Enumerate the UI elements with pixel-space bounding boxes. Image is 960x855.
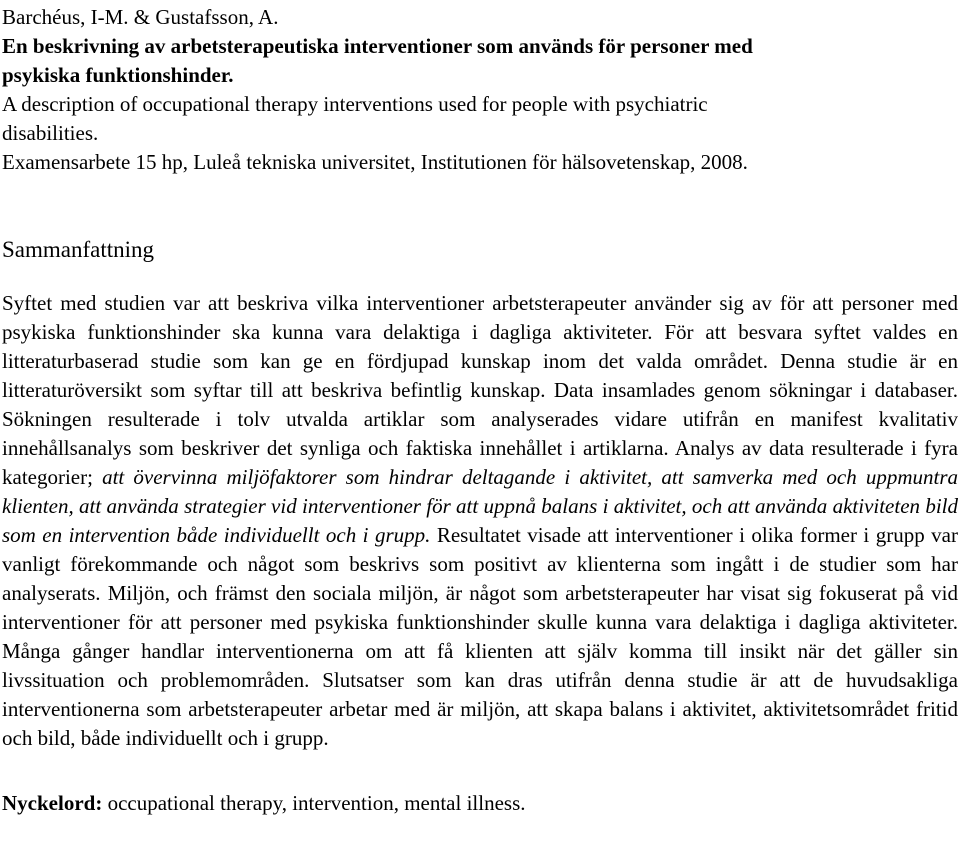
keywords-label: Nyckelord: [2,791,103,815]
thesis-info: Examensarbete 15 hp, Luleå tekniska universitet, Institutionen för hälsovetenskap, 2008. [2,150,748,174]
authors: Barchéus, I-M. & Gustafsson, A. [2,5,279,29]
abstract-text-part-2: Resultatet visade att interventioner i olika former i grupp var vanligt förekommande och något som beskrivs som positivt av klienterna som ingått i de studier som har analyserats. Miljön, och främst den sociala miljön, är något som arbetsterapeuter har visat sig fokuserat på vid interventioner för att personer med psykiska funktionshinder skulle kunna vara delaktiga i dagliga aktiviteter. Många gånger handlar interventionerna om att få klienten att själv komma till insikt när det gäller sin livssituation och problemområden. Slutsatser som kan dras utifrån denna studie är att de huvudsakliga interventionerna som arbetsterapeuter arbetar med är miljön, att skapa balans i aktivitet, aktivitetsområdet fritid och bild, både individuellt och i grupp. [2,523,958,750]
title-swedish-line-2: psykiska funktionshinder. [2,63,234,87]
abstract-categories-italic: att övervinna miljöfaktorer som hindrar deltagande i aktivitet, att samverka med och uppmuntra klienten, att använda strategier vid interventioner för att uppnå balans i aktivitet, och att använda aktiviteten bild som en intervention både individuellt och i grupp. [2,465,959,547]
abstract-text [2,289,958,753]
title-swedish-line-1: En beskrivning av arbetsterapeutiska interventioner som används för personer med [2,34,753,58]
document-header [2,0,958,177]
keywords-value: occupational therapy, intervention, mental illness. [102,791,526,815]
abstract-heading: Sammanfattning [2,237,155,262]
title-english-line-1: A description of occupational therapy interventions used for people with psychiatric [2,92,708,116]
title-english-line-2: disabilities. [2,121,99,145]
abstract-text-part-1: Syftet med studien var att beskriva vilka interventioner arbetsterapeuter använder sig av för att personer med psykiska funktionshinder ska kunna vara delaktiga i dagliga aktiviteter. För att besvara syftet valdes en litteraturbaserad studie som kan ge en fördjupad kunskap inom det valda området. Denna studie är en litteraturöversikt som syftar till att beskriva befintlig kunskap. Data insamlades genom sökningar i databaser. Sökningen resulterade i tolv utvalda artiklar som analyserades vidare utifrån en manifest kvalitativ innehållsanalys som beskriver det synliga och faktiska innehållet i artiklarna. Analys av data resulterade i fyra kategorier; [2,291,958,489]
keywords [2,789,958,818]
